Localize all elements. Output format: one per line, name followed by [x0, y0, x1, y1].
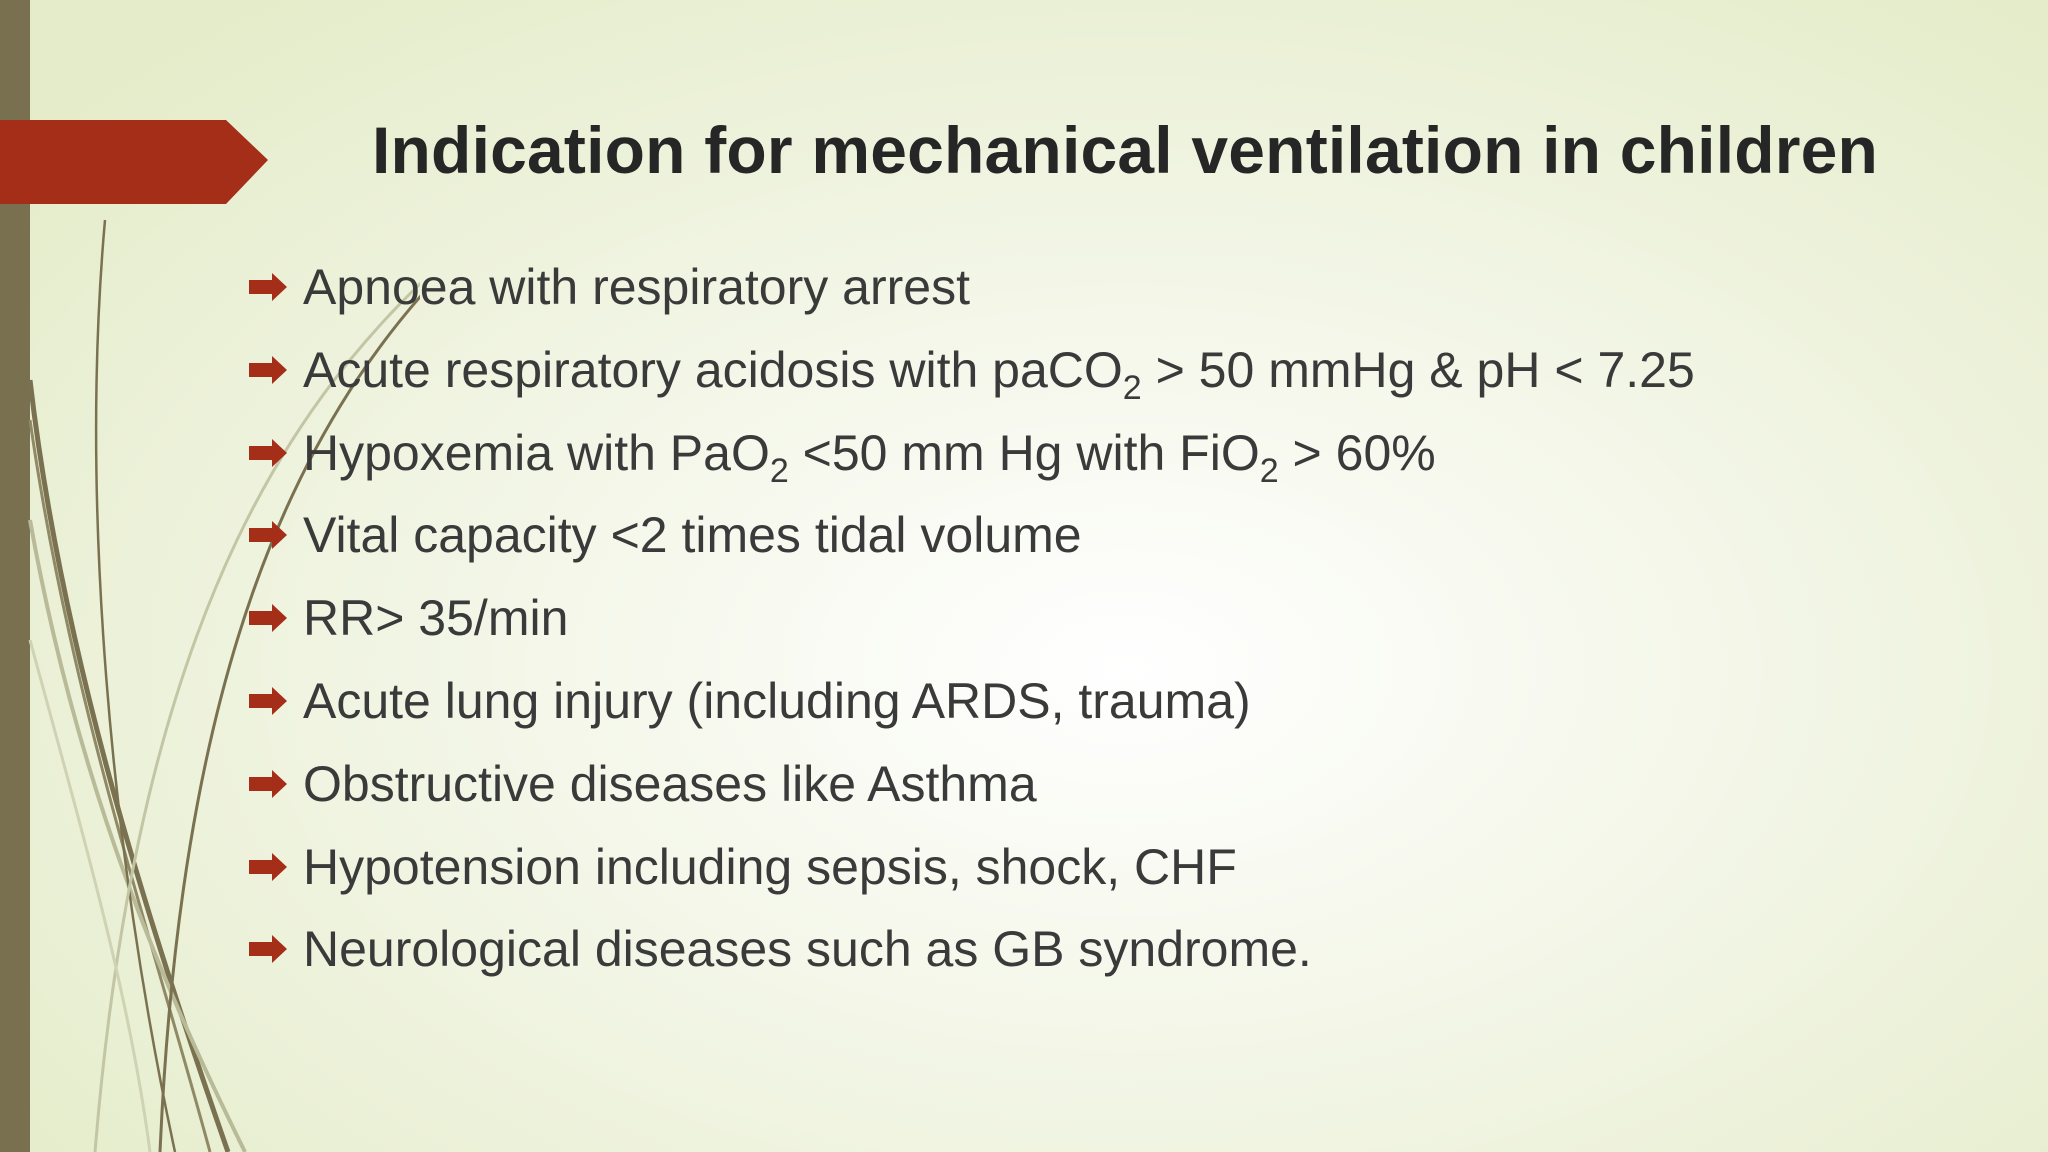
bullet-text: RR> 35/min: [303, 590, 569, 647]
arrow-bullet-icon: [248, 355, 288, 385]
arrow-bullet-icon: [248, 934, 288, 964]
list-item: [248, 914, 1695, 997]
bullet-text: Obstructive diseases like Asthma: [303, 755, 1037, 812]
bullet-text: Hypotension including sepsis, shock, CHF: [303, 838, 1237, 895]
bullet-text: Vital capacity <2 times tidal volume: [303, 507, 1082, 564]
arrow-bullet-icon: [248, 686, 288, 716]
bullet-text: Neurological diseases such as GB syndrome.: [303, 921, 1312, 978]
arrow-bullet-icon: [248, 769, 288, 799]
slide-title: Indication for mechanical ventilation in children: [372, 113, 1879, 187]
arrow-bullet-icon: [248, 520, 288, 550]
arrow-bullet-icon: [248, 272, 288, 302]
list-item: [248, 832, 1695, 915]
list-item: [248, 418, 1695, 501]
arrow-bullet-icon: [248, 438, 288, 468]
list-item: [248, 583, 1695, 666]
list-item: [248, 252, 1695, 335]
arrow-bullet-icon: [248, 603, 288, 633]
title-accent-tab: [0, 0, 280, 220]
list-item: [248, 749, 1695, 832]
bullet-text: Acute lung injury (including ARDS, trauma): [303, 672, 1251, 729]
bullet-text: Acute respiratory acidosis with paCO$_2$ > 50 mmHg & pH < 7.25: [303, 341, 1695, 407]
bullet-list: [248, 252, 1695, 997]
bullet-text: Apnoea with respiratory arrest: [303, 259, 970, 315]
list-item: [248, 500, 1695, 583]
list-item: [248, 666, 1695, 749]
list-item: [248, 335, 1695, 418]
arrow-bullet-icon: [248, 852, 288, 882]
bullet-text: Hypoxemia with PaO$_2$ <50 mm Hg with FiO$_2$ > 60%: [303, 424, 1436, 490]
